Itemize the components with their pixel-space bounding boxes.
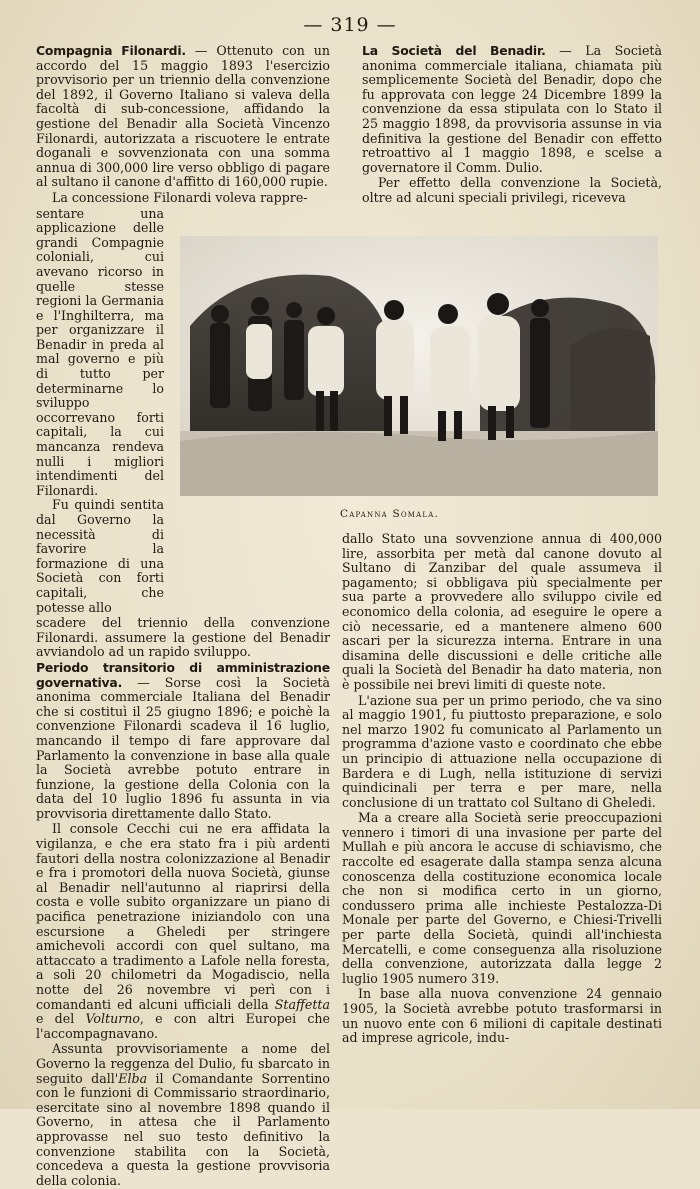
paragraph-concessione-first-line	[36, 191, 330, 206]
paragraph-text: — Sorse così la Società anonima commerciale Italiana del Benadir che si costituì il 25 giugno 1896; e poichè la convenzione Filonardi scadeva il 16 luglio, mancando il tempo di fare approvare dal Parlamento la convenzione in base alla quale la Società avrebbe potuto entrare in funzione, la gestione della Colonia con la data del 10 luglio 1896 fu assunta in via provvisoria direttamente dallo Stato.	[36, 674, 330, 821]
photo-caption: Capanna Somala.	[340, 508, 440, 520]
section-heading-societa-benadir: La Società del Benadir.	[362, 43, 546, 58]
paragraph-periodo-transitorio	[36, 661, 330, 822]
paragraph-compagnia-filonardi	[36, 44, 330, 190]
paragraph-reggenza-dulio	[36, 1042, 330, 1188]
right-column-bottom	[342, 532, 662, 1047]
paragraph-governo-narrow: Fu quindi sentita dal Governo la necessità di favorire la formazione di una Società con forti capitali, che potesse allo	[36, 497, 164, 615]
paragraph-effetto-convenzione: Per effetto della convenzione la Società, oltre ad alcuni speciali privilegi, riceveva	[362, 175, 662, 205]
paragraph-text: Assunta provvisoriamente a nome del Governo la reggenza del Dulio, fu sbarcato in seguito dall'	[36, 1041, 330, 1086]
page-number: — 319 —	[303, 14, 397, 36]
paragraph-text: La concessione Filonardi voleva rappre-	[52, 189, 308, 205]
paragraph-governo-rest: scadere del triennio della convenzione Filonardi. assumere la gestione del Benadir avviandolo ad un rapido sviluppo.	[36, 615, 330, 660]
paragraph-text: e del	[36, 1011, 75, 1027]
paragraph-text: — La Società anonima commerciale italiana, chiamata più semplicemente Società del Benadir, dopo che fu approvata con legge 24 Dicembre 1899 la convenzione da essa stipulata con lo Stato il 25 maggio 1898, da provvisoria assunse in via definitiva la gestione del Benadir con effetto retroattivo al 1 maggio 1898, e scelse a governatore il Comm. Dulio.	[362, 43, 662, 175]
ship-name-volturno: Volturno	[85, 1011, 140, 1027]
paragraph-text: il Comandante Sorrentino con le funzioni di Commissario straordinario, esercitate sino al novembre 1898 quando il Governo, in attesa che il Parlamento approvasse nel suo testo definitivo la convenzione stabilita con la Società, concedeva a questa la gestione provvisoria della colonia.	[36, 1070, 330, 1188]
paragraph-nuova-convenzione: In base alla nuova convenzione 24 gennaio 1905, la Società avrebbe potuto trasformarsi in un nuovo ente con 6 milioni di capitale destinati ad imprese agricole, indu-	[342, 986, 662, 1046]
paragraph-concessione-narrow: sentare una applicazione delle grandi Compagnie coloniali, cui avevano ricorso in quelle stesse regioni la Germania e l'Inghilterra, ma per organizzare il Benadir in preda al mal governo e più di tutto per determinarne lo sviluppo occorrevano forti capitali, la cui mancanza rendeva nulli i migliori intendimenti del Filonardi.	[36, 205, 164, 498]
ship-name-staffetta: Staffetta	[274, 996, 330, 1012]
paragraph-sovvenzione: dallo Stato una sovvenzione annua di 400,000 lire, assorbita per metà dal canone dovuto al Sultano di Zanzibar del quale assumeva il pagamento; si obbligava più specialmente per sua parte a provvedere allo sviluppo civile ed economico della colonia, ad eseguire le opere a ciò necessarie, ed a mantenere almeno 600 ascari per la sicurezza interna. Entrare in una disamina delle discussioni e delle critiche alle quali la Società del Benadir ha dato materia, non è possibile nei brevi limiti di queste note.	[342, 531, 662, 692]
paragraph-text: , e con altri Europei che l'accompagnavano.	[36, 1011, 330, 1041]
hut-photo-image	[180, 236, 658, 496]
paragraph-azione-primo-periodo: L'azione sua per un primo periodo, che va sino al maggio 1901, fu piuttosto preparazione, e solo nel marzo 1902 fu comunicato al Parlamento un programma d'azione vasto e coordinato che ebbe un principio di attuazione nella occupazione di Bardera e di Lugh, nella istituzione di servizi quindicinali per terra e per mare, nella conclusione di un trattato col Sultano di Gheledi.	[342, 692, 662, 810]
paragraph-societa-benadir	[362, 44, 662, 175]
section-heading-compagnia-filonardi: Compagnia Filonardi.	[36, 43, 186, 58]
paragraph-text: — Ottenuto con un accordo del 15 maggio 1893 l'esercizio provvisorio per un triennio della convenzione del 1892, il Governo Italiano si valeva della facoltà di sub-concessione, affidando la gestione del Benadir alla Società Vincenzo Filonardi, autorizzata a riscuotere le entrate doganali e sovvenzionata con una somma annua di 300,000 lire verso obbligo di pagare al sultano il canone d'affitto di 160,000 rupie.	[36, 43, 330, 190]
left-column	[36, 44, 330, 1189]
paragraph-preoccupazioni: Ma a creare alla Società serie preoccupazioni vennero i timori di una invasione per parte del Mullah e più ancora le accuse di schiavismo, che raccolte ed esagerate dalla stampa senza alcuna conoscenza della costituzione economica locale che non si modifica certo in un giorno, condussero prima alle inchieste Pestalozza-Di Monale per parte del Governo, e Chiesi-Trivelli per parte della Società, quindi all'inchiesta Mercatelli, e come conseguenza alla risoluzione della convenzione, autorizzata dalla legge 2 luglio 1905 numero 319.	[342, 810, 662, 986]
section-heading-periodo-transitorio: Periodo transitorio di amministrazione governativa.	[36, 659, 330, 690]
paragraph-text: Il console Cecchi cui ne era affidata la vigilanza, e che era stato fra i più ardenti fautori della nostra colonizzazione al Benadir e fra i promotori della nuova Società, giunse al Benadir nell'autunno al riaprirsi della costa e volle subito organizzare un piano di pacifica penetrazione iniziandolo con una escursione a Gheledi per stringere amichevoli accordi con quel sultano, ma attaccato a tradimento a Lafole nella foresta, a soli 20 chilometri da Mogadiscio, nella notte del 26 novembre vi perì con i comandanti ed alcuni ufficiali della	[36, 821, 330, 1012]
paragraph-console-cecchi	[36, 822, 330, 1041]
ship-name-elba: Elba	[118, 1070, 148, 1086]
right-column-top	[362, 44, 662, 207]
photograph-capanna-somala	[180, 236, 658, 496]
